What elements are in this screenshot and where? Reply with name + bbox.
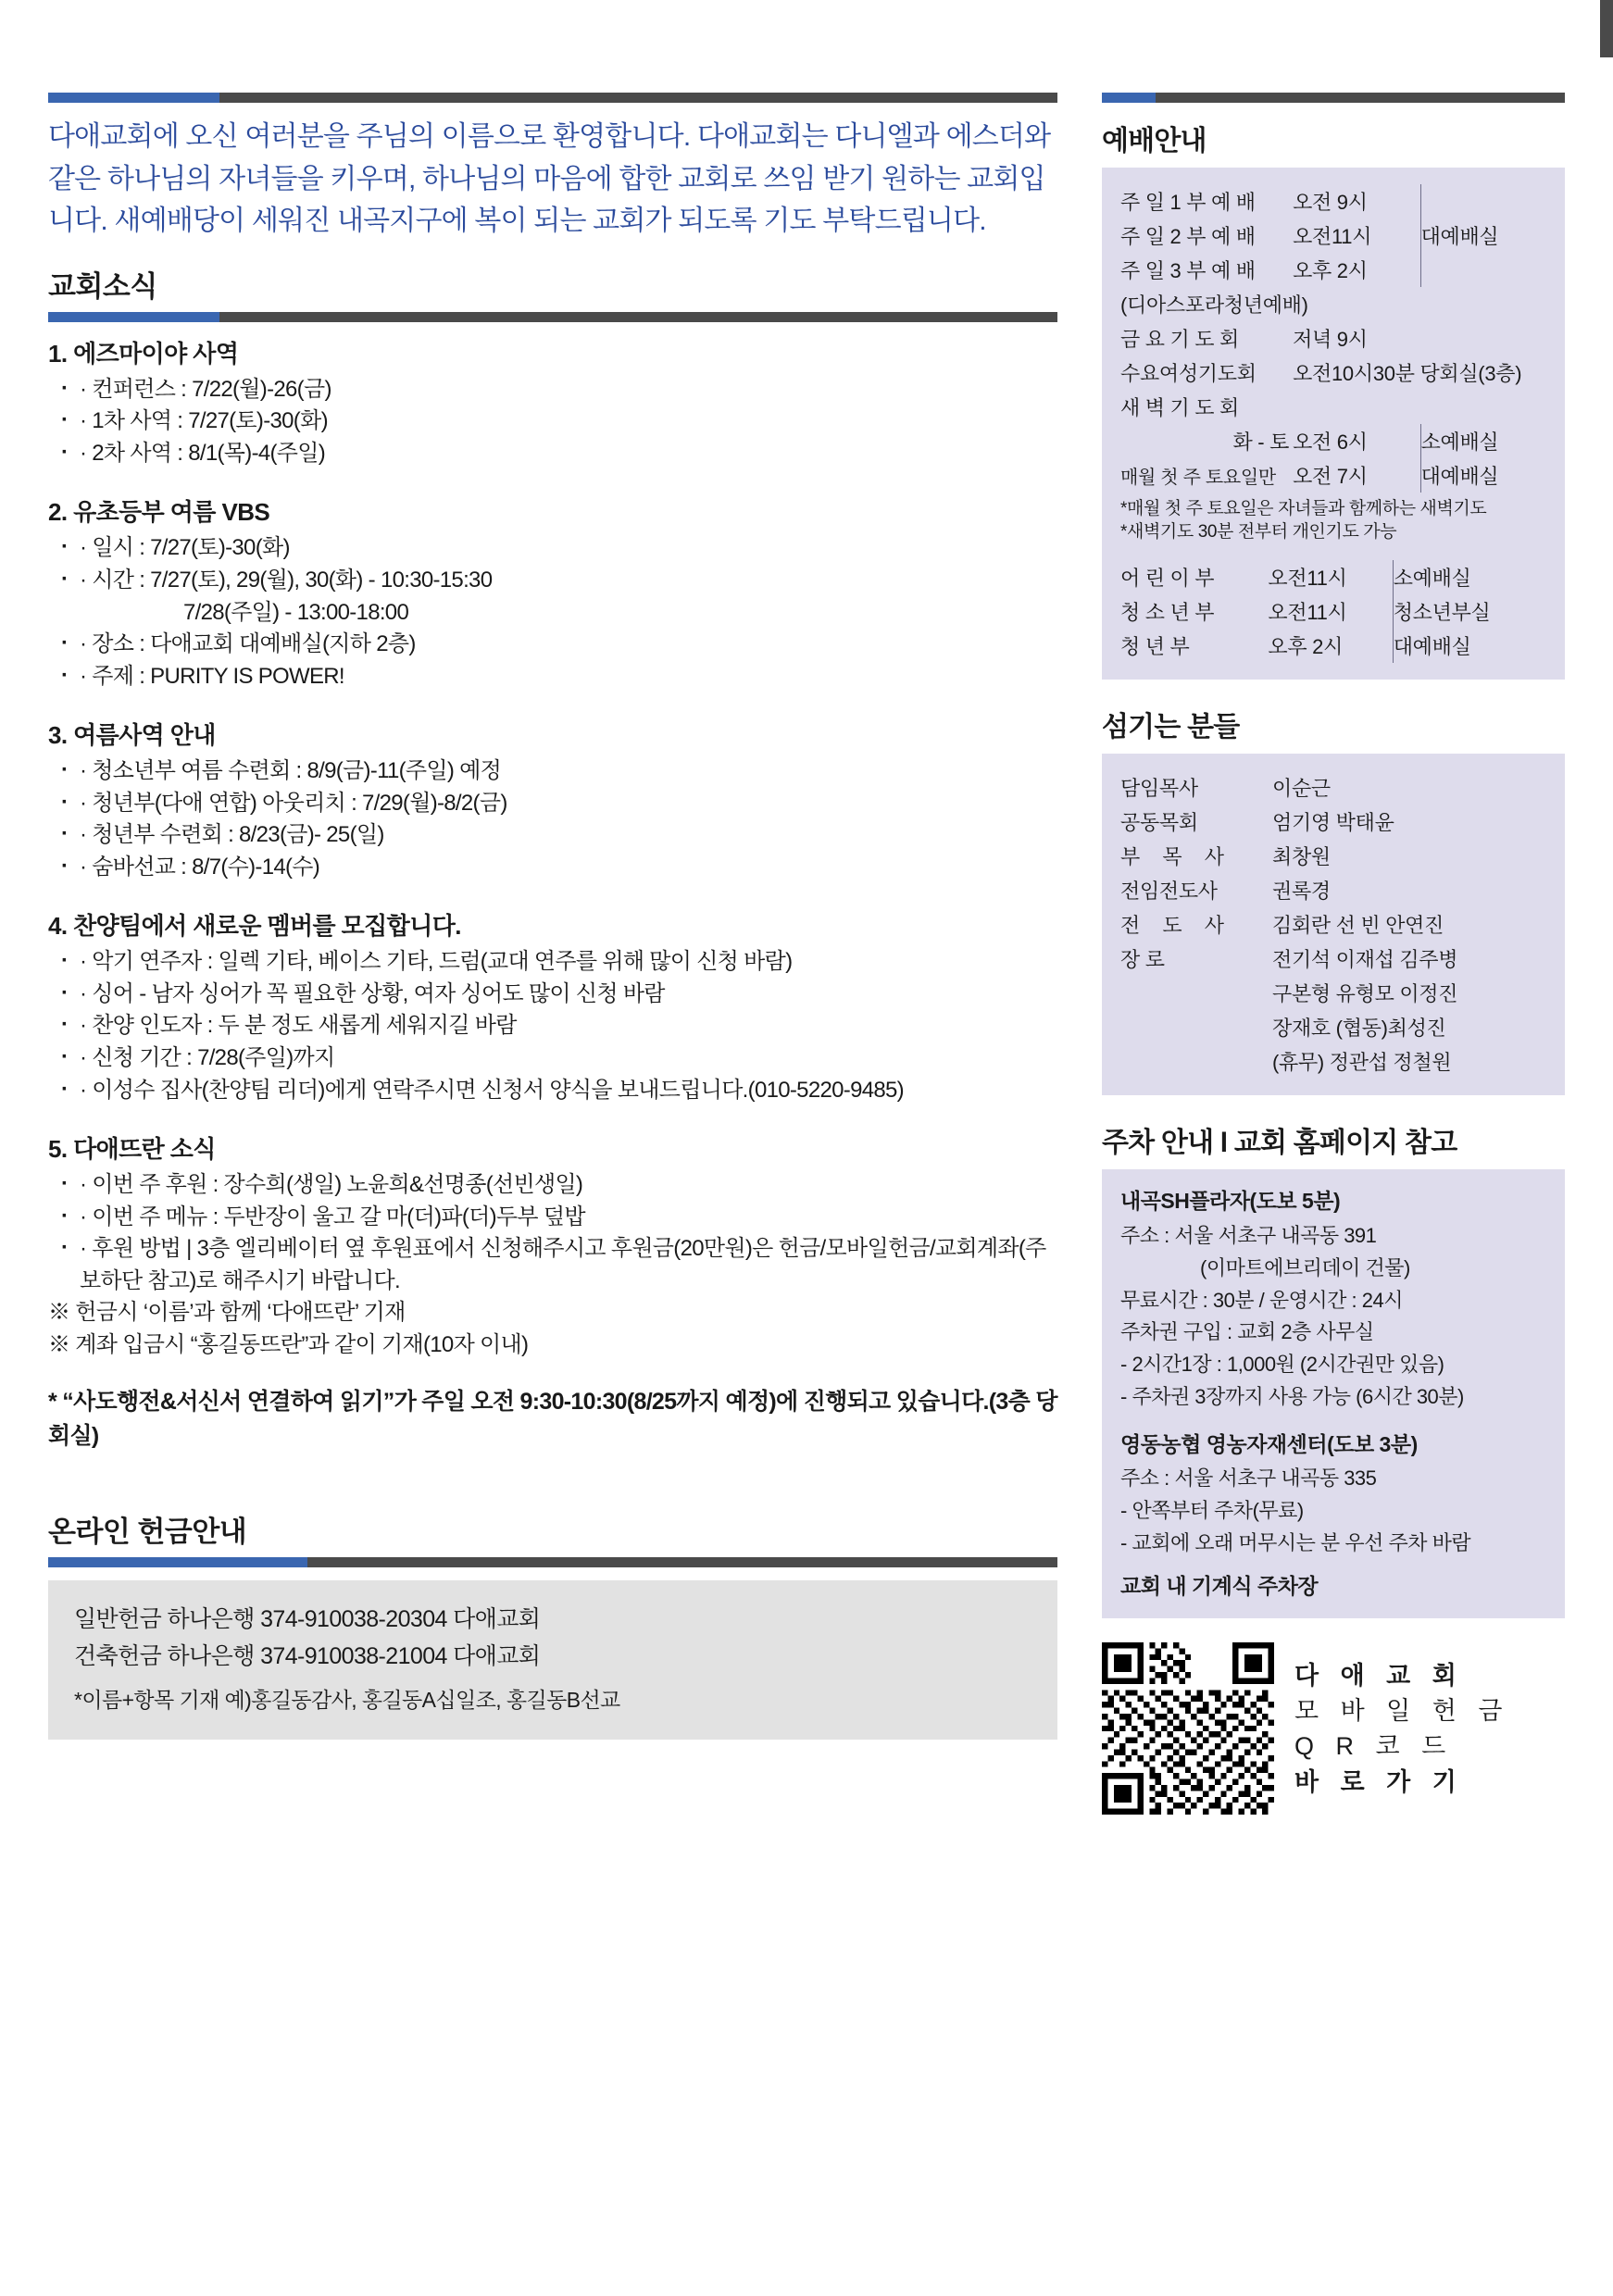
qr-caption-line: 모 바 일 헌 금 [1294,1697,1510,1726]
servant-role [1120,976,1259,1010]
news-item-line: ※ 헌금시 ‘이름’과 함께 ‘다애뜨란’ 기재 [48,1300,406,1326]
parking-box [1102,1169,1565,1618]
parking-line: 주소 : 서울 서초구 내곡동 335 [1120,1466,1377,1491]
intro-divider-bar [48,93,1057,103]
right-column [1102,93,1565,1815]
dept-time: 오후 2시 [1268,635,1344,659]
table-row [1120,770,1546,805]
dawn-place: 소예배실 [1420,424,1546,458]
parking-line: - 2시간1장 : 1,000원 (2시간권만 있음) [1120,1353,1444,1377]
servant-role: 전 도 사 [1120,914,1232,938]
worship-guide-box [1102,168,1565,680]
dept-time: 오전11시 [1268,567,1347,591]
table-row [1120,907,1546,942]
table-row [1120,942,1546,976]
servant-names: 구본형 유형모 이정진 [1272,982,1458,1006]
table-row [1120,458,1546,493]
news-item [48,907,1057,1106]
parking-spacer [1120,1415,1546,1429]
parking-line: - 교회에 오래 머무시는 분 우선 주차 바람 [1120,1531,1471,1555]
servant-names: 이순근 [1272,777,1331,801]
parking-place-name: 내곡SH플라자(도보 5분) [1120,1189,1341,1214]
service-name: 금 요 기 도 회 [1120,328,1240,351]
offering-note: *이름+항목 기재 예)홍길동감사, 홍길동A십일조, 홍길동B선교 [74,1687,620,1712]
news-item-line: · · 컨퍼런스 : 7/22(월)-26(금) [48,374,1057,406]
news-item-line: · · 청년부 수련회 : 8/23(금)- 25(일) [48,819,1057,852]
servants-table [1120,770,1546,1079]
online-offering-section [48,1508,1057,1740]
table-row [1120,184,1546,218]
news-item-line: · · 후원 방법 | 3층 엘리베이터 옆 후원표에서 신청해주시고 후원금(20만원)은 헌금/모바일헌금/교회계좌(주보하단 참고)로 해주시기 바랍니다. [48,1233,1057,1297]
service-name: 주 일 3 부 예 배 [1120,259,1256,282]
divider-dark-segment [219,93,1057,103]
divider-blue-segment [48,1557,307,1567]
online-offering-box [48,1580,1057,1740]
news-item-title: 5. 다애뜨란 소식 [48,1135,216,1164]
dept-name: 청 년 부 [1120,635,1190,659]
dept-time: 오전11시 [1268,601,1347,625]
dawn-time: 오전 7시 [1293,465,1368,488]
department-schedule-table [1120,560,1546,663]
servant-role [1120,1044,1259,1079]
dawn-day: 매월 첫 주 토요일만 [1120,468,1276,488]
divider-dark-segment [1156,93,1565,103]
table-row [1120,629,1546,663]
divider-dark-segment [307,1557,1057,1567]
service-subnote: (디아스포라청년예배) [1120,293,1308,317]
news-item-line: · · 숨바선교 : 8/7(수)-14(수) [48,852,1057,884]
worship-schedule-table [1120,184,1546,493]
worship-note: *매월 첫 주 토요일은 자녀들과 함께하는 새벽기도 [1120,499,1487,518]
parking-title: 주차 안내 l 교회 홈페이지 참고 [1102,1128,1457,1159]
qr-caption-line: 다 애 교 회 [1294,1661,1464,1690]
service-name: 주 일 1 부 예 배 [1120,191,1256,214]
qr-caption-line: Q R 코 드 [1294,1732,1454,1761]
qr-section [1102,1642,1565,1815]
servant-names: 전기석 이재섭 김주병 [1272,948,1458,972]
news-divider-bar [48,312,1057,322]
parking-place-name: 교회 내 기계식 주차장 [1120,1574,1319,1599]
page-edge-bar [1600,0,1613,57]
qr-code-icon[interactable] [1102,1642,1274,1815]
divider-blue-segment [48,312,219,322]
service-name: 수요여성기도회 [1120,362,1257,385]
church-news-title: 교회소식 [48,269,157,303]
welcome-paragraph: 다애교회에 오신 여러분을 주님의 이름으로 환영합니다. 다애교회는 다니엘과 에스더와 같은 하나님의 자녀들을 키우며, 하나님의 마음에 합한 교회로 쓰임 받기 원하는 교회입니다. 새예배당이 세워진 내곡지구에 복이 되는 교회가 되도록 기도 부탁드립니다. [48,121,1051,237]
parking-line: 무료시간 : 30분 / 운영시간 : 24시 [1120,1288,1403,1312]
news-item-line: 7/28(주일) - 13:00-18:00 [183,599,409,625]
news-item-line: · · 1차 사역 : 7/27(토)-30(화) [48,406,1057,438]
news-item [48,335,1057,470]
servants-box [1102,754,1565,1095]
parking-line: 주차권 구입 : 교회 2층 사무실 [1120,1320,1374,1344]
parking-line: (이마트에브리데이 건물) [1200,1255,1410,1279]
service-time: 오전 9시 [1293,191,1368,214]
worship-note: *새벽기도 30분 전부터 개인기도 가능 [1120,521,1397,542]
table-row [1120,560,1546,594]
dept-place: 소예배실 [1393,560,1546,594]
news-item-title: 1. 에즈마이야 사역 [48,339,239,368]
service-time: 저녁 9시 [1293,328,1368,351]
dawn-time: 오전 6시 [1293,430,1368,454]
news-item-line: · · 악기 연주자 : 일렉 기타, 베이스 기타, 드럼(교대 연주를 위해 많이 신청 바람) [48,946,1057,979]
service-time: 오후 2시 [1293,259,1368,282]
servant-role: 공동목회 [1120,811,1198,835]
table-row [1120,390,1546,424]
parking-place-name: 영동농협 영농자재센터(도보 3분) [1120,1432,1418,1457]
news-item-title: 2. 유초등부 여름 VBS [48,498,270,527]
table-row [1120,356,1546,390]
news-item-title: 3. 여름사역 안내 [48,721,216,750]
news-item-line: ※ 계좌 입금시 “홍길동뜨란”과 같이 기재(10자 이내) [48,1331,529,1357]
online-offering-title: 온라인 헌금안내 [48,1515,247,1548]
servant-role [1120,1010,1259,1044]
news-item [48,717,1057,883]
servant-role: 전임전도사 [1120,880,1218,904]
parking-line: 주소 : 서울 서초구 내곡동 391 [1120,1223,1377,1247]
servant-names: 권록경 [1272,880,1331,904]
servant-role: 장 로 [1120,948,1165,972]
divider-blue-segment [48,93,219,103]
offering-account-line: 건축헌금 하나은행 374-910038-21004 다애교회 [74,1643,541,1670]
news-item-line: · · 이성수 집사(찬양팀 리더)에게 연락주시면 신청서 양식을 보내드립니다.(010-5220-9485) [48,1075,1057,1107]
servant-names: 장재호 (협동)최성진 [1272,1017,1446,1041]
table-row [1120,594,1546,629]
qr-caption [1294,1658,1509,1800]
dawn-day: 화 - 토 [1232,430,1290,454]
table-row [1120,321,1546,356]
dawn-prayer-heading: 새 벽 기 도 회 [1120,396,1240,419]
news-item-line: · · 신청 기간 : 7/28(주일)까지 [48,1042,1057,1075]
news-item-title: 4. 찬양팀에서 새로운 멤버를 모집합니다. [48,912,461,941]
news-item-line: · · 싱어 - 남자 싱어가 꼭 필요한 상황, 여자 싱어도 많이 신청 바람 [48,979,1057,1011]
table-row [1120,805,1546,839]
news-item-line: · · 찬양 인도자 : 두 분 정도 새롭게 세워지길 바람 [48,1010,1057,1042]
servant-names: 최창원 [1272,845,1331,869]
dept-place: 대예배실 [1393,629,1546,663]
news-item-line: · · 시간 : 7/27(토), 29(월), 30(화) - 10:30-15:30 [48,565,1057,597]
service-place: 대예배실 [1420,184,1546,287]
bible-reading-note: * “사도행전&서신서 연결하여 읽기”가 주일 오전 9:30-10:30(8/25까지 예정)에 진행되고 있습니다.(3층 당회실) [48,1389,1057,1449]
news-item [48,493,1057,693]
servant-role: 담임목사 [1120,777,1198,801]
news-list [48,335,1057,1362]
news-item-line: · · 이번 주 메뉴 : 두반장이 울고 갈 마(더)파(더)두부 덮밥 [48,1202,1057,1234]
table-row [1120,1010,1546,1044]
news-item [48,1130,1057,1361]
dawn-place: 대예배실 [1420,458,1546,493]
left-column [48,93,1057,1740]
servant-role: 부 목 사 [1120,845,1232,869]
table-row [1120,287,1546,321]
service-time: 오전10시30분 당회실(3층) [1293,362,1522,385]
table-row [1120,873,1546,907]
table-row [1120,839,1546,873]
news-item-line: · · 2차 사역 : 8/1(목)-4(주일) [48,438,1057,470]
servant-names: 엄기영 박태윤 [1272,811,1394,835]
service-time: 오전11시 [1293,225,1372,248]
table-row [1120,424,1546,458]
parking-line: - 주차권 3장까지 사용 가능 (6시간 30분) [1120,1385,1464,1409]
dept-place: 청소년부실 [1393,594,1546,629]
news-item-line: · · 주제 : PURITY IS POWER! [48,661,1057,693]
news-item-line: · · 장소 : 다애교회 대예배실(지하 2층) [48,629,1057,661]
worship-guide-title: 예배안내 [1102,126,1207,156]
news-item-line: · · 이번 주 후원 : 장수희(생일) 노윤희&선명종(선빈생일) [48,1169,1057,1202]
dept-name: 어 린 이 부 [1120,567,1215,591]
news-item-line: · · 청년부(다애 연합) 아웃리치 : 7/29(월)-8/2(금) [48,788,1057,820]
offering-account-line: 일반헌금 하나은행 374-910038-20304 다애교회 [74,1605,541,1632]
servant-names: 김회란 선 빈 안연진 [1272,914,1444,938]
divider-dark-segment [219,312,1057,322]
service-place [1420,321,1546,356]
servant-names: (휴무) 정관섭 정철원 [1272,1051,1452,1075]
service-name: 주 일 2 부 예 배 [1120,225,1256,248]
dept-name: 청 소 년 부 [1120,601,1215,625]
news-item-line: · · 일시 : 7/27(토)-30(화) [48,532,1057,565]
qr-caption-line: 바 로 가 기 [1294,1767,1464,1796]
table-row [1120,1044,1546,1079]
parking-line: - 안쪽부터 주차(무료) [1120,1499,1304,1523]
table-row [1120,976,1546,1010]
worship-divider-bar [1102,93,1565,103]
online-divider-bar [48,1557,1057,1567]
divider-blue-segment [1102,93,1156,103]
servants-title: 섬기는 분들 [1102,712,1240,743]
news-item-line: · · 청소년부 여름 수련회 : 8/9(금)-11(주일) 예정 [48,755,1057,788]
